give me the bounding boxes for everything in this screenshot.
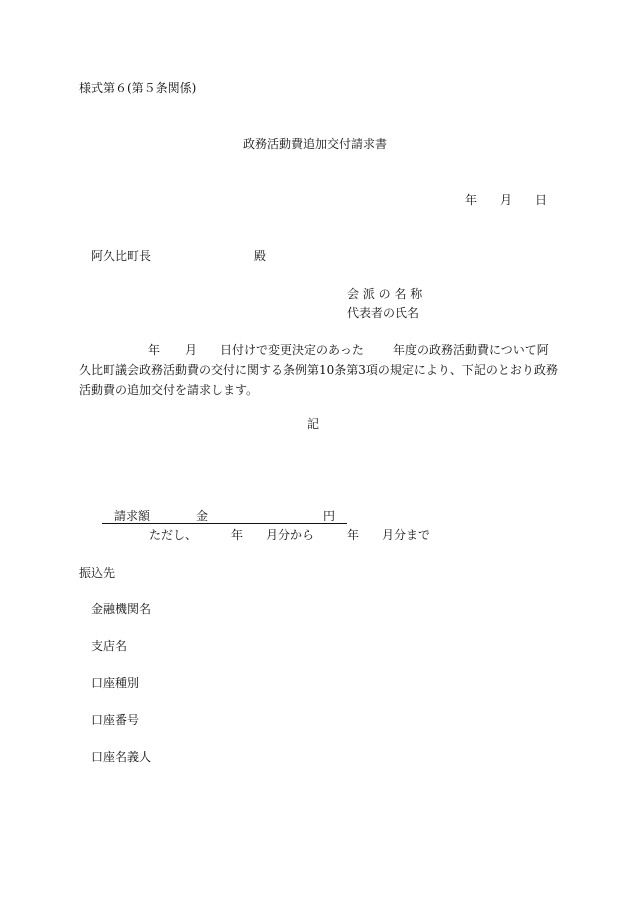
claim-yen-label: 円	[323, 509, 336, 523]
proviso-month-from: 月分から	[266, 528, 315, 542]
bank-name-label: 金融機関名	[91, 602, 152, 616]
account-holder-label: 口座名義人	[91, 750, 152, 764]
body-year-label: 年	[148, 343, 161, 357]
proviso-label: ただし、	[149, 528, 198, 542]
branch-name-label: 支店名	[91, 639, 128, 653]
body-month-label: 月	[185, 343, 198, 357]
body-line-2: 久比町議会政務活動費の交付に関する条例第10条第3項の規定により、下記のとおり政務	[79, 363, 558, 377]
ki-heading: 記	[307, 417, 320, 431]
body-line-3: 活動費の追加交付を請求します。	[79, 383, 259, 397]
proviso-month-to: 月分まで	[382, 528, 431, 542]
account-type-label: 口座種別	[91, 676, 140, 690]
date-year-label: 年	[465, 193, 478, 207]
body-fiscal-year-text: 年度の政務活動費について阿	[393, 343, 549, 357]
transfer-heading: 振込先	[79, 566, 116, 580]
request-body	[79, 340, 558, 400]
claim-amount-label: 請求額	[114, 509, 151, 523]
addressee-honorific: 殿	[254, 249, 267, 263]
date-month-label: 月	[500, 193, 513, 207]
account-number-label: 口座番号	[91, 713, 140, 727]
document-title: 政務活動費追加交付請求書	[243, 137, 388, 151]
claim-kin-label: 金	[196, 509, 209, 523]
proviso-year-to: 年	[347, 528, 360, 542]
date-day-label: 日	[535, 193, 548, 207]
proviso-year-from: 年	[231, 528, 244, 542]
body-date-decision-text: 日付けで変更決定のあった	[220, 343, 364, 357]
representative-name-label: 代表者の氏名	[347, 306, 420, 320]
faction-name-label: 会 派 の 名 称	[347, 287, 423, 301]
form-number: 様式第６(第５条関係)	[79, 81, 197, 95]
addressee-name: 阿久比町長	[91, 249, 152, 263]
body-line-1	[79, 340, 549, 360]
